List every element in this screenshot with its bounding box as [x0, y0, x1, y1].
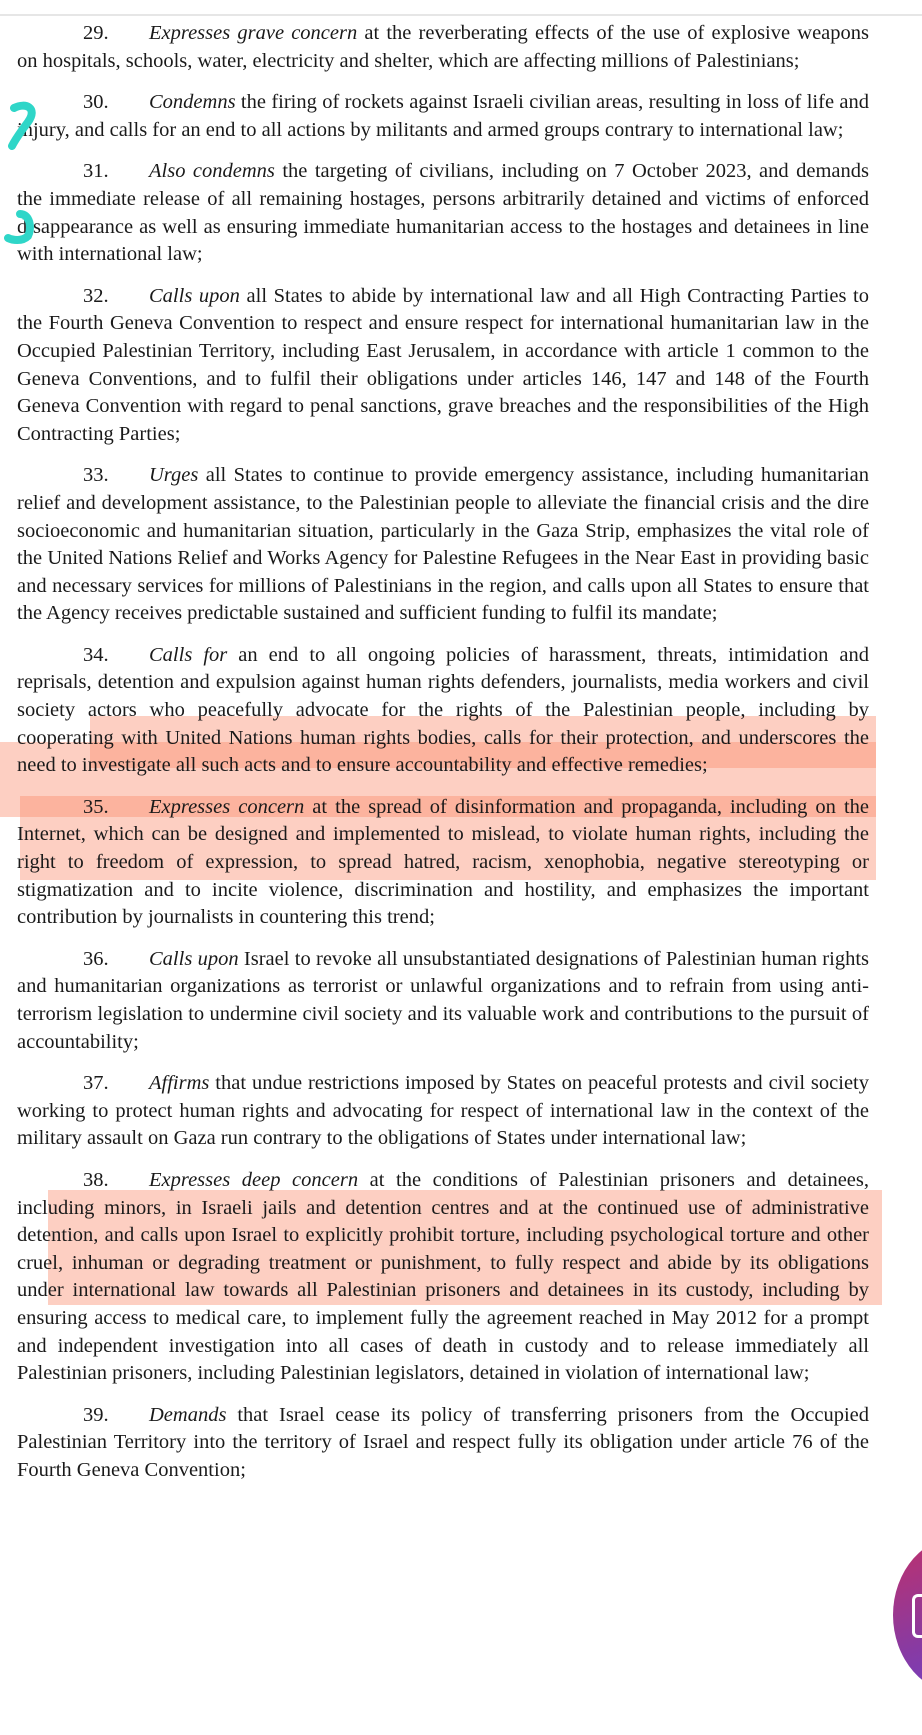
paragraph-number: 31.: [83, 160, 109, 183]
paragraph-verb: Demands: [149, 1403, 227, 1426]
paragraph-number: 36.: [83, 947, 109, 970]
paragraph-text: the firing of rockets against Israeli civilian areas, resulting in loss of life and injury, and calls for an end to all actions by militants and armed groups contrary to international law;: [17, 91, 869, 141]
paragraph-verb: Expresses deep concern: [149, 1168, 359, 1191]
paragraph-number: 37.: [83, 1072, 109, 1095]
paragraph-number: 32.: [83, 284, 109, 307]
paragraph-text: at the spread of disinformation and propaganda, including on the Internet, which can be designed and implemented to mislead, to violate human rights, including the right to freedom of expression, to spread hatred, racism, xenophobia, negative stereotyping or stigmatization and to incite violence, discrimination and hostility, and emphasizes the important contribution by journalists in countering this trend;: [17, 795, 870, 929]
paragraph-verb: Calls upon: [149, 947, 239, 970]
paragraph-37: [17, 1070, 869, 1153]
paragraph-text: Israel to revoke all unsubstantiated designations of Palestinian human rights and humanitarian organizations as terrorist or unlawful organizations and to refrain from using anti-terrorism legislation to undermine civil society and its valuable work and contributions to the pursuit of accountability;: [17, 947, 869, 1053]
paragraph-number: 38.: [83, 1168, 109, 1191]
paragraph-text: all States to continue to provide emergency assistance, including humanitarian relief and development assistance, to the Palestinian people to alleviate the financial crisis and the dire socioeconomic and humanitarian situation, particularly in the Gaza Strip, emphasizes the vital role of the United Nations Relief and Works Agency for Palestine Refugees in the Near East in providing basic and necessary services for millions of Palestinians in the region, and calls upon all States to ensure that the Agency receives predictable sustained and sufficient funding to fulfil its mandate;: [17, 464, 869, 625]
paragraph-verb: Calls upon: [149, 284, 240, 307]
paragraph-verb: Urges: [149, 464, 199, 487]
paragraph-text: at the reverberating effects of the use of explosive weapons on hospitals, schools, water, electricity and shelter, which are affecting millions of Palestinians;: [17, 22, 869, 72]
paragraph-verb: Also condemns: [149, 160, 275, 183]
paragraph-text: the targeting of civilians, including on 7 October 2023, and demands the immediate release of all remaining hostages, persons arbitrarily detained and victims of enforced disappearance as well as ensuring immediate humanitarian access to the hostages and detainees in line with international law;: [17, 160, 869, 266]
paragraph-verb: Expresses grave concern: [149, 22, 358, 44]
paragraph-verb: Affirms: [149, 1072, 210, 1095]
paragraph-32: [17, 283, 869, 449]
paragraph-number: 29.: [83, 22, 109, 44]
paragraph-30: [17, 89, 869, 144]
pen-mark-icon: [4, 208, 40, 248]
paragraph-38: [17, 1167, 869, 1388]
paragraph-text: all States to abide by international law and all High Contracting Parties to the Fourth Geneva Convention to respect and ensure respect for international humanitarian law in the Occupied Palestinian Territory, including East Jerusalem, in accordance with article 1 common to the Geneva Conventions, and to fulfil their obligations under articles 146, 147 and 148 of the Fourth Geneva Convention with regard to penal sanctions, grave breaches and the responsibilities of the High Contracting Parties;: [17, 284, 869, 445]
paragraph-number: 34.: [83, 643, 109, 666]
paragraph-number: 30.: [83, 91, 109, 114]
floating-action-icon: [912, 1594, 922, 1638]
paragraph-35: [17, 794, 869, 932]
paragraph-verb: Expresses concern: [149, 795, 305, 818]
paragraph-number: 39.: [83, 1403, 109, 1426]
paragraph-33: [17, 462, 869, 628]
paragraph-29: [17, 20, 869, 75]
document-body: [17, 20, 869, 1499]
paragraph-36: [17, 946, 869, 1056]
pen-mark-icon: [4, 100, 40, 150]
paragraph-number: 35.: [83, 795, 109, 818]
paragraph-text: at the conditions of Palestinian prisoners and detainees, including minors, in Israeli jails and detention centres and at the continued use of administrative detention, and calls upon Israel to explicitly prohibit torture, including psychological torture and other cruel, inhuman or degrading treatment or punishment, to fully respect and abide by its obligations under international law towards all Palestinian prisoners and detainees in its custody, including by ensuring access to medical care, to implement fully the agreement reached in May 2012 for a prompt and independent investigation into all cases of death in custody and to release immediately all Palestinian prisoners, including Palestinian legislators, detained in violation of international law;: [17, 1168, 869, 1385]
paragraph-34: [17, 642, 869, 780]
paragraph-31: [17, 158, 869, 268]
paragraph-number: 33.: [83, 464, 109, 487]
paragraph-text: that Israel cease its policy of transferring prisoners from the Occupied Palestinian Territory into the territory of Israel and respect fully its obligation under article 76 of the Fourth Geneva Convention;: [17, 1403, 869, 1481]
paragraph-verb: Condemns: [149, 91, 236, 114]
paragraph-text: an end to all ongoing policies of harassment, threats, intimidation and reprisals, detention and expulsion against human rights defenders, journalists, media workers and civil society actors who peacefully advocate for the rights of the Palestinian people, including by cooperating with United Nations human rights bodies, calls for their protection, and underscores the need to investigate all such acts and to ensure accountability and effective remedies;: [17, 643, 869, 777]
top-bar: [0, 0, 922, 16]
paragraph-verb: Calls for: [149, 643, 228, 666]
paragraph-39: [17, 1402, 869, 1485]
paragraph-text: that undue restrictions imposed by States on peaceful protests and civil society working to protect human rights and advocating for respect of international law in the context of the military assault on Gaza run contrary to the obligations of States under international law;: [17, 1072, 869, 1150]
